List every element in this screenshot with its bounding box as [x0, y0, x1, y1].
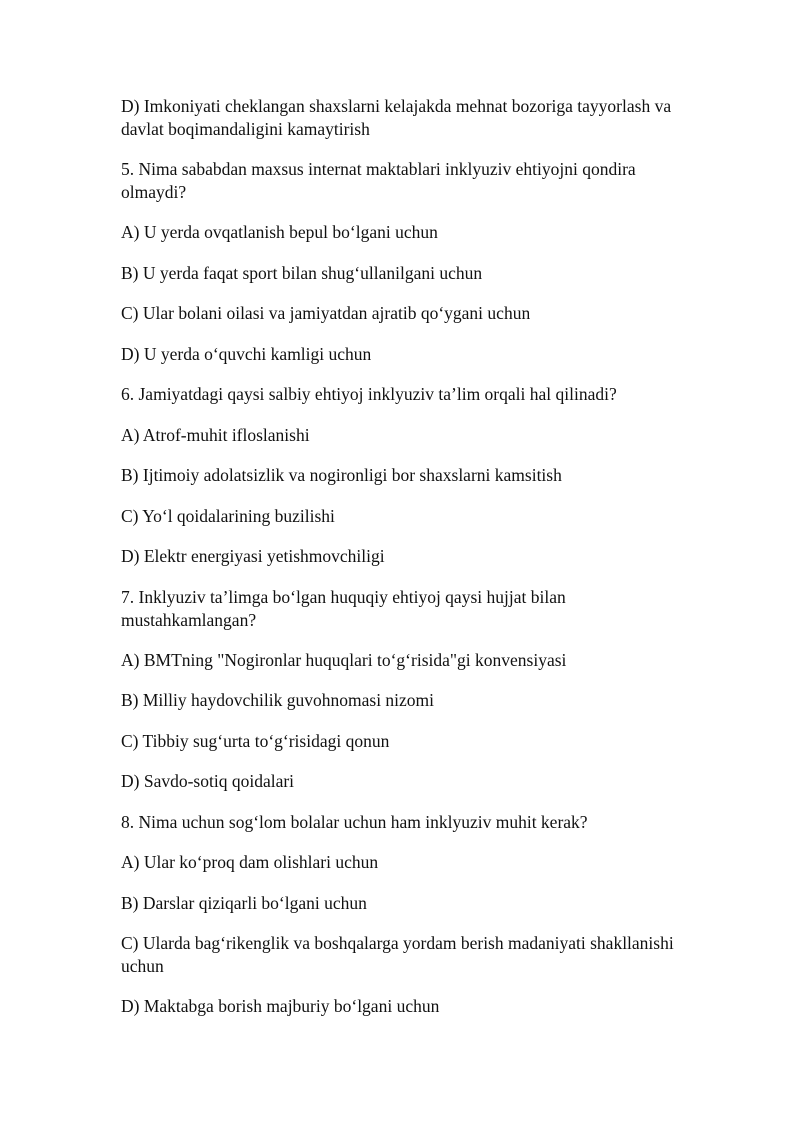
document-page — [121, 95, 701, 1036]
question-7: 7. Inklyuziv ta’limga bo‘lgan huquqiy ehtiyoj qaysi hujjat bilan mustahkamlangan? — [121, 586, 566, 630]
answer-option-7b: B) Milliy haydovchilik guvohnomasi nizomi — [121, 690, 435, 710]
answer-option-4d: D) Imkoniyati cheklangan shaxslarni kelajakda mehnat bozoriga tayyorlash va davlat boqimandaligini kamaytirish — [121, 96, 672, 139]
answer-option-5d: D) U yerda o‘quvchi kamligi uchun — [121, 343, 372, 364]
answer-option-6c: C) Yo‘l qoidalarining buzilishi — [121, 505, 335, 526]
question-5: 5. Nima sababdan maxsus internat maktablari inklyuziv ehtiyojni qondira olmaydi? — [121, 159, 636, 202]
answer-option-6b: B) Ijtimoiy adolatsizlik va nogironligi bor shaxslarni kamsitish — [121, 465, 562, 485]
answer-option-8d: D) Maktabga borish majburiy bo‘lgani uchun — [121, 996, 440, 1016]
answer-option-6a: A) Atrof-muhit ifloslanishi — [121, 424, 310, 445]
answer-option-7d: D) Savdo-sotiq qoidalari — [121, 771, 295, 791]
answer-option-5a: A) U yerda ovqatlanish bepul bo‘lgani uchun — [121, 222, 438, 242]
answer-option-7c: C) Tibbiy sug‘urta to‘g‘risidagi qonun — [121, 730, 390, 751]
answer-option-5b: B) U yerda faqat sport bilan shug‘ullanilgani uchun — [121, 262, 483, 283]
answer-option-8c: C) Ularda bag‘rikenglik va boshqalarga yordam berish madaniyati shakllanishi uchun — [121, 933, 674, 976]
answer-option-8a: A) Ular ko‘proq dam olishlari uchun — [121, 852, 379, 872]
answer-option-8b: B) Darslar qiziqarli bo‘lgani uchun — [121, 892, 367, 913]
question-6: 6. Jamiyatdagi qaysi salbiy ehtiyoj inklyuziv ta’lim orqali hal qilinadi? — [121, 384, 617, 404]
question-8: 8. Nima uchun sog‘lom bolalar uchun ham inklyuziv muhit kerak? — [121, 811, 588, 832]
answer-option-6d: D) Elektr energiyasi yetishmovchiligi — [121, 546, 385, 566]
answer-option-5c: C) Ular bolani oilasi va jamiyatdan ajratib qo‘ygani uchun — [121, 303, 531, 323]
answer-option-7a: A) BMTning "Nogironlar huquqlari to‘g‘risida"gi konvensiyasi — [121, 649, 567, 670]
